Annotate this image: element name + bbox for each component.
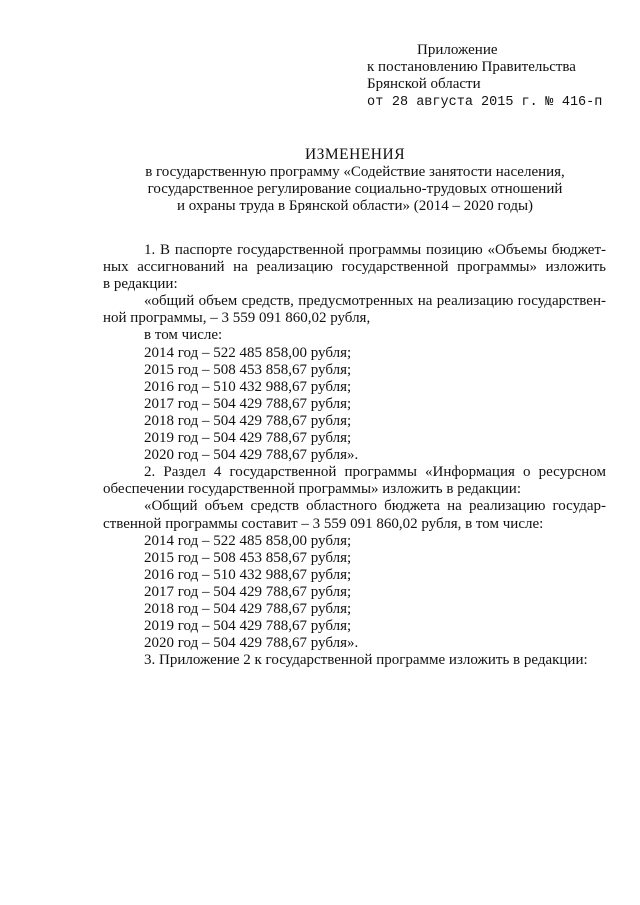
item-2-year-2018: 2018 год – 504 429 788,67 рубля;	[144, 600, 352, 617]
document-title: ИЗМЕНЕНИЯ	[304, 146, 406, 163]
item-2-quote-line-2: ственной программы составит – 3 559 091 860,02 рубля, в том числе:	[103, 515, 544, 532]
approval-number-prefix: №	[545, 95, 562, 110]
approval-line-region: Брянской области	[367, 76, 481, 92]
item-2-year-2016: 2016 год – 510 432 988,67 рубля;	[144, 566, 352, 583]
item-3-line-1: 3. Приложение 2 к государственной программе изложить в редакции:	[144, 652, 588, 669]
item-2-year-2015: 2015 год – 508 453 858,67 рубля;	[144, 549, 352, 566]
item-1-year-2016: 2016 год – 510 432 988,67 рубля;	[144, 378, 352, 395]
item-1-year-2015: 2015 год – 508 453 858,67 рубля;	[144, 361, 352, 378]
approval-block	[367, 42, 627, 111]
item-2-quote-line-1: «Общий объем средств областного бюджета на реализацию государ-	[144, 498, 606, 515]
document-subtitle-line-3: и охраны труда в Брянской области» (2014 – 2020 годы)	[176, 198, 534, 214]
approval-line-resolution: к постановлению Правительства	[367, 59, 576, 75]
item-2-line-2: обеспечении государственной программы» изложить в редакции:	[103, 481, 521, 498]
item-1-line-1: 1. В паспорте государственной программы позицию «Объемы бюджет-	[144, 242, 606, 258]
item-1-quote-line-3: в том числе:	[144, 327, 223, 344]
item-1-line-2: ных ассигнований на реализацию государственной программы» изложить	[103, 259, 606, 276]
item-2-year-2019: 2019 год – 504 429 788,67 рубля;	[144, 618, 352, 635]
document-body	[103, 242, 606, 669]
item-1-year-2019: 2019 год – 504 429 788,67 рубля;	[144, 430, 352, 447]
item-1-year-2014: 2014 год – 522 485 858,00 рубля;	[144, 344, 352, 361]
item-2-year-2014: 2014 год – 522 485 858,00 рубля;	[144, 532, 352, 549]
document-subtitle-line-1: в государственную программу «Содействие занятости населения,	[145, 164, 565, 180]
item-1-line-3: в редакции:	[103, 276, 178, 293]
item-1-quote-line-2: ной программы, – 3 559 091 860,02 рубля,	[103, 310, 371, 327]
approval-date-value: 28 августа 2015 г.	[391, 95, 538, 110]
item-1-year-2017: 2017 год – 504 429 788,67 рубля;	[144, 395, 352, 412]
approval-number-value: 416-п	[561, 95, 603, 110]
item-2-line-1: 2. Раздел 4 государственной программы «Информация о ресурсном	[144, 464, 606, 481]
item-1-year-2018: 2018 год – 504 429 788,67 рубля;	[144, 412, 352, 429]
item-1-quote-line-1: «общий объем средств, предусмотренных на реализацию государствен-	[144, 293, 606, 310]
approval-line-annex: Приложение	[417, 42, 498, 58]
item-2-year-2017: 2017 год – 504 429 788,67 рубля;	[144, 583, 352, 600]
item-1-year-2020: 2020 год – 504 429 788,67 рубля».	[144, 447, 359, 464]
document-subtitle-line-2: государственное регулирование социально-трудовых отношений	[147, 181, 563, 197]
approval-date-prefix: от	[367, 95, 392, 110]
item-2-year-2020: 2020 год – 504 429 788,67 рубля».	[144, 635, 359, 652]
approval-date-line	[367, 93, 627, 111]
document-heading	[100, 146, 610, 215]
